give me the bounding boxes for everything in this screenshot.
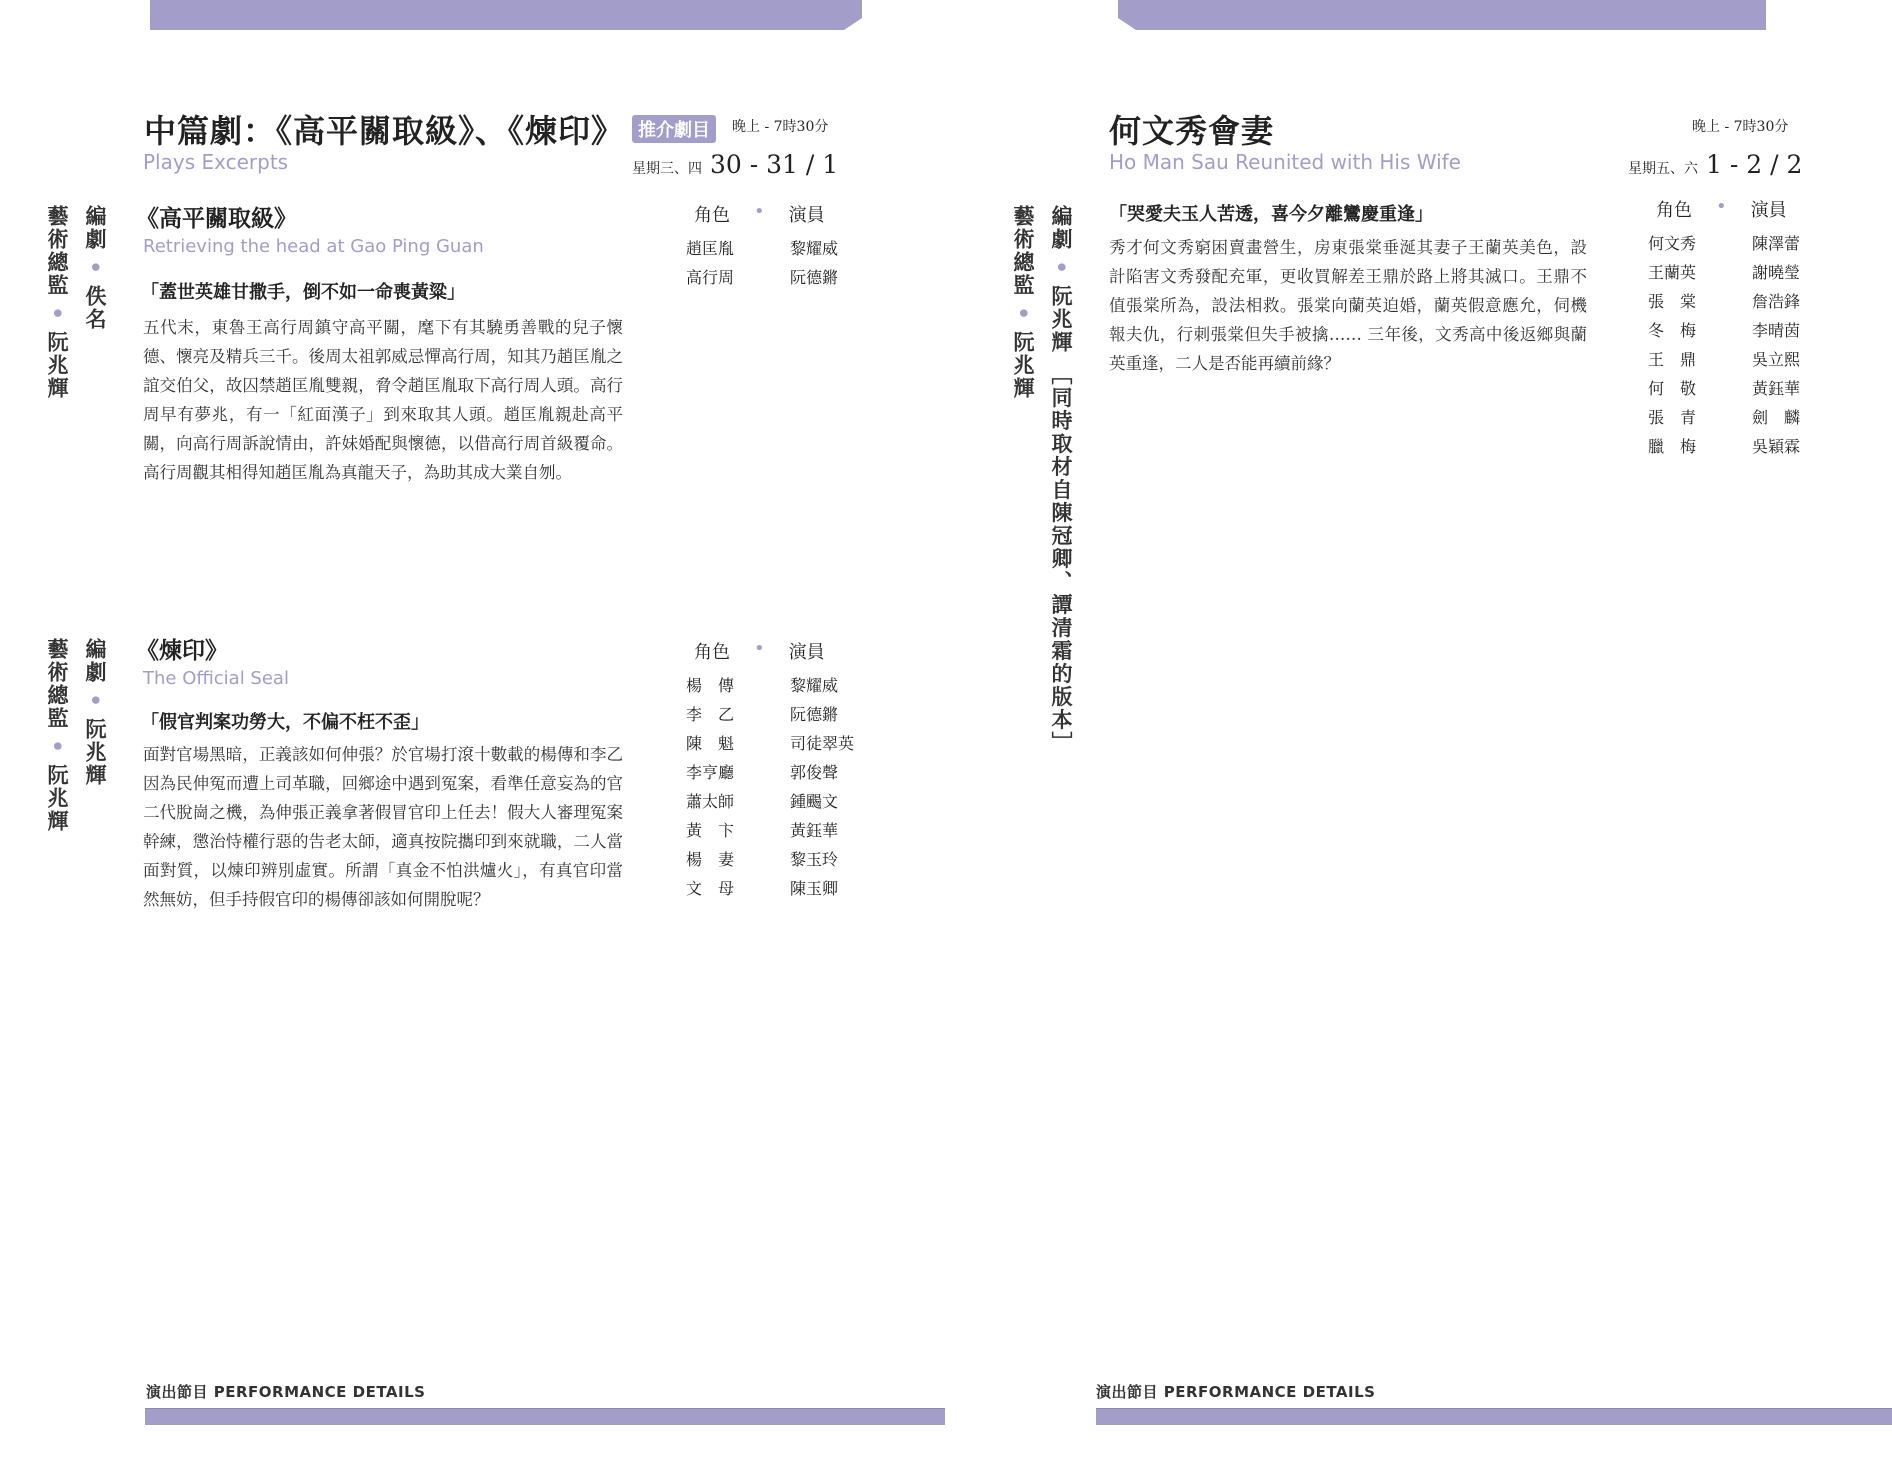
footer-en: PERFORMANCE DETAILS: [213, 1383, 426, 1401]
cast-row: [686, 815, 870, 844]
actor: 阮德鏘: [790, 705, 839, 724]
role-header: 角色: [1656, 200, 1692, 221]
role: 張 青: [1648, 408, 1697, 427]
role: 臘 梅: [1648, 437, 1697, 456]
excerpt-quote: 「假官判案功勞大，不偏不枉不歪」: [141, 712, 429, 733]
cast-table: [686, 201, 870, 291]
show-time: 晚上 - 7時30分: [732, 119, 829, 135]
actor: 司徒翠英: [790, 734, 855, 753]
role-header: 角色: [694, 642, 730, 663]
cast-row: [686, 262, 870, 291]
actor: 郭俊聲: [790, 763, 839, 782]
page-title-en: Ho Man Sau Reunited with His Wife: [1109, 150, 1461, 174]
role: 楊 妻: [686, 850, 735, 869]
footer-label: [146, 1381, 425, 1402]
role: 文 母: [686, 879, 735, 898]
actor: 詹浩鋒: [1752, 292, 1801, 311]
excerpt-synopsis: 五代末，東魯王高行周鎮守高平關，麾下有其驍勇善戰的兒子懷德、懷亮及精兵三千。後周太祖郭威忌憚高行周，知其乃趙匡胤之誼交伯父，故囚禁趙匡胤雙親，脅令趙匡胤取下高行周人頭。高行周早有夢兆，有一「紅面漢子」到來取其人頭。趙匡胤親赴高平關，向高行周訴說情由，許妹婚配與懷德，以借高行周首級覆命。高行周觀其相得知趙匡胤為真龍天子，為助其成大業自刎。: [143, 318, 623, 482]
cast-row: [686, 786, 870, 815]
role: 王蘭英: [1648, 263, 1697, 282]
cast-row: [1648, 402, 1832, 431]
dot-separator: •: [1716, 196, 1727, 217]
page-title-en: Plays Excerpts: [143, 150, 289, 174]
top-tab-decoration: [150, 0, 862, 30]
cast-row: [686, 844, 870, 873]
credit-writer: 編劇 • 阮兆輝: [83, 638, 108, 788]
cast-row: [1648, 431, 1832, 460]
cast-table: [686, 638, 870, 902]
credit-writer: 編劇 • 佚名: [83, 205, 108, 332]
cast-row: [1648, 257, 1832, 286]
footer-label: [1096, 1381, 1375, 1402]
actor: 李晴茵: [1752, 321, 1801, 340]
credit-writer: 編劇 • 阮兆輝 ［同時取材自陳冠卿、譚清霜的版本］: [1049, 205, 1074, 755]
role: 黃 卞: [686, 821, 735, 840]
show-time: 晚上 - 7時30分: [1692, 119, 1789, 135]
date-range: 1 - 2 / 2: [1706, 150, 1803, 179]
footer-cn: 演出節目: [1096, 1383, 1159, 1401]
cast-row: [1648, 286, 1832, 315]
show-days: 星期三、四: [632, 161, 702, 177]
top-tab-decoration: [1118, 0, 1766, 30]
cast-row: [1648, 373, 1832, 402]
excerpt-title: 《煉印》: [136, 637, 228, 664]
show-days: 星期五、六: [1628, 161, 1698, 177]
actor: 黎耀威: [790, 676, 839, 695]
actor-header: 演員: [1750, 200, 1787, 221]
credit-director: 藝術總監 • 阮兆輝: [45, 205, 70, 401]
actor: 劍 麟: [1752, 408, 1801, 427]
role: 楊 傳: [686, 676, 735, 695]
actor: 阮德鏘: [790, 268, 839, 287]
cast-row: [686, 757, 870, 786]
cast-header: [686, 638, 870, 664]
actor: 鍾颺文: [790, 792, 839, 811]
page-title: [144, 106, 716, 152]
cast-row: [686, 728, 870, 757]
page-title: 何文秀會妻: [1109, 112, 1275, 150]
actor: 黃鈺華: [790, 821, 839, 840]
play-quote: 「哭愛夫玉人苦透，喜今夕離鸞慶重逢」: [1109, 204, 1433, 225]
excerpt-title-en: Retrieving the head at Gao Ping Guan: [143, 236, 484, 257]
cast-row: [686, 699, 870, 728]
actor: 黎耀威: [790, 239, 839, 258]
credit-director: 藝術總監 • 阮兆輝: [1011, 205, 1036, 401]
cast-row: [1648, 344, 1832, 373]
role: 高行周: [686, 268, 735, 287]
cast-row: [1648, 228, 1832, 257]
role: 趙匡胤: [686, 239, 735, 258]
role: 陳 魁: [686, 734, 735, 753]
excerpt-quote: 「蓋世英雄甘撒手，倒不如一命喪黃粱」: [141, 282, 465, 303]
recommended-badge: 推介劇目: [632, 115, 716, 143]
cast-row: [1648, 315, 1832, 344]
excerpt-synopsis: 面對官場黑暗，正義該如何伸張？於官場打滾十數載的楊傳和李乙因為民伸冤而遭上司革職，回鄉途中遇到冤案，看準任意妄為的官二代脫崗之機，為伸張正義拿著假冒官印上任去！假大人審理冤案幹練，懲治恃權行惡的告老太師，適真按院攜印到來就職，二人當面對質，以煉印辨別虛實。所謂「真金不怕洪爐火」，有真官印當然無妨，但手持假官印的楊傳卻該如何開脫呢？: [143, 745, 623, 909]
dot-separator: •: [754, 201, 765, 222]
date-range: 30 - 31 / 1: [710, 150, 839, 179]
right-page: [946, 0, 1892, 1469]
role: 何 敬: [1648, 379, 1697, 398]
bottom-bar-decoration: [1096, 1408, 1892, 1425]
footer-en: PERFORMANCE DETAILS: [1163, 1383, 1376, 1401]
actor: 吳穎霖: [1752, 437, 1801, 456]
show-dates: [632, 150, 838, 179]
actor: 黎玉玲: [790, 850, 839, 869]
excerpt-title: 《高平關取級》: [136, 205, 297, 232]
role: 冬 梅: [1648, 321, 1697, 340]
excerpt-title-en: The Official Seal: [143, 668, 289, 689]
cast-row: [686, 873, 870, 902]
cast-header: [686, 201, 870, 227]
title-text: 中篇劇：《高平關取級》、《煉印》: [144, 112, 625, 150]
cast-header: [1648, 196, 1832, 222]
show-dates: [1628, 150, 1802, 179]
actor: 吳立熙: [1752, 350, 1801, 369]
credit-director: 藝術總監 • 阮兆輝: [45, 638, 70, 834]
role: 蕭太師: [686, 792, 735, 811]
role: 張 棠: [1648, 292, 1697, 311]
role: 李亨廳: [686, 763, 735, 782]
role: 何文秀: [1648, 234, 1697, 253]
cast-table: [1648, 196, 1832, 460]
actor: 陳玉卿: [790, 879, 839, 898]
actor: 陳澤蕾: [1752, 234, 1801, 253]
play-synopsis: 秀才何文秀窮困賣畫營生，房東張棠垂涎其妻子王蘭英美色，設計陷害文秀發配充軍，更收買解差王鼎於路上將其滅口。王鼎不值張棠所為，設法相救。張棠向蘭英迫婚，蘭英假意應允，伺機報夫仇，行刺張棠但失手被擒…… 三年後，文秀高中後返鄉與蘭英重逢，二人是否能再續前緣？: [1109, 238, 1587, 373]
bottom-bar-decoration: [145, 1408, 945, 1425]
actor: 黃鈺華: [1752, 379, 1801, 398]
dot-separator: •: [754, 638, 765, 659]
role: 王 鼎: [1648, 350, 1697, 369]
actor: 謝曉瑩: [1752, 263, 1801, 282]
role: 李 乙: [686, 705, 735, 724]
cast-row: [686, 233, 870, 262]
actor-header: 演員: [788, 205, 825, 226]
cast-row: [686, 670, 870, 699]
actor-header: 演員: [788, 642, 825, 663]
role-header: 角色: [694, 205, 730, 226]
footer-cn: 演出節目: [146, 1383, 209, 1401]
